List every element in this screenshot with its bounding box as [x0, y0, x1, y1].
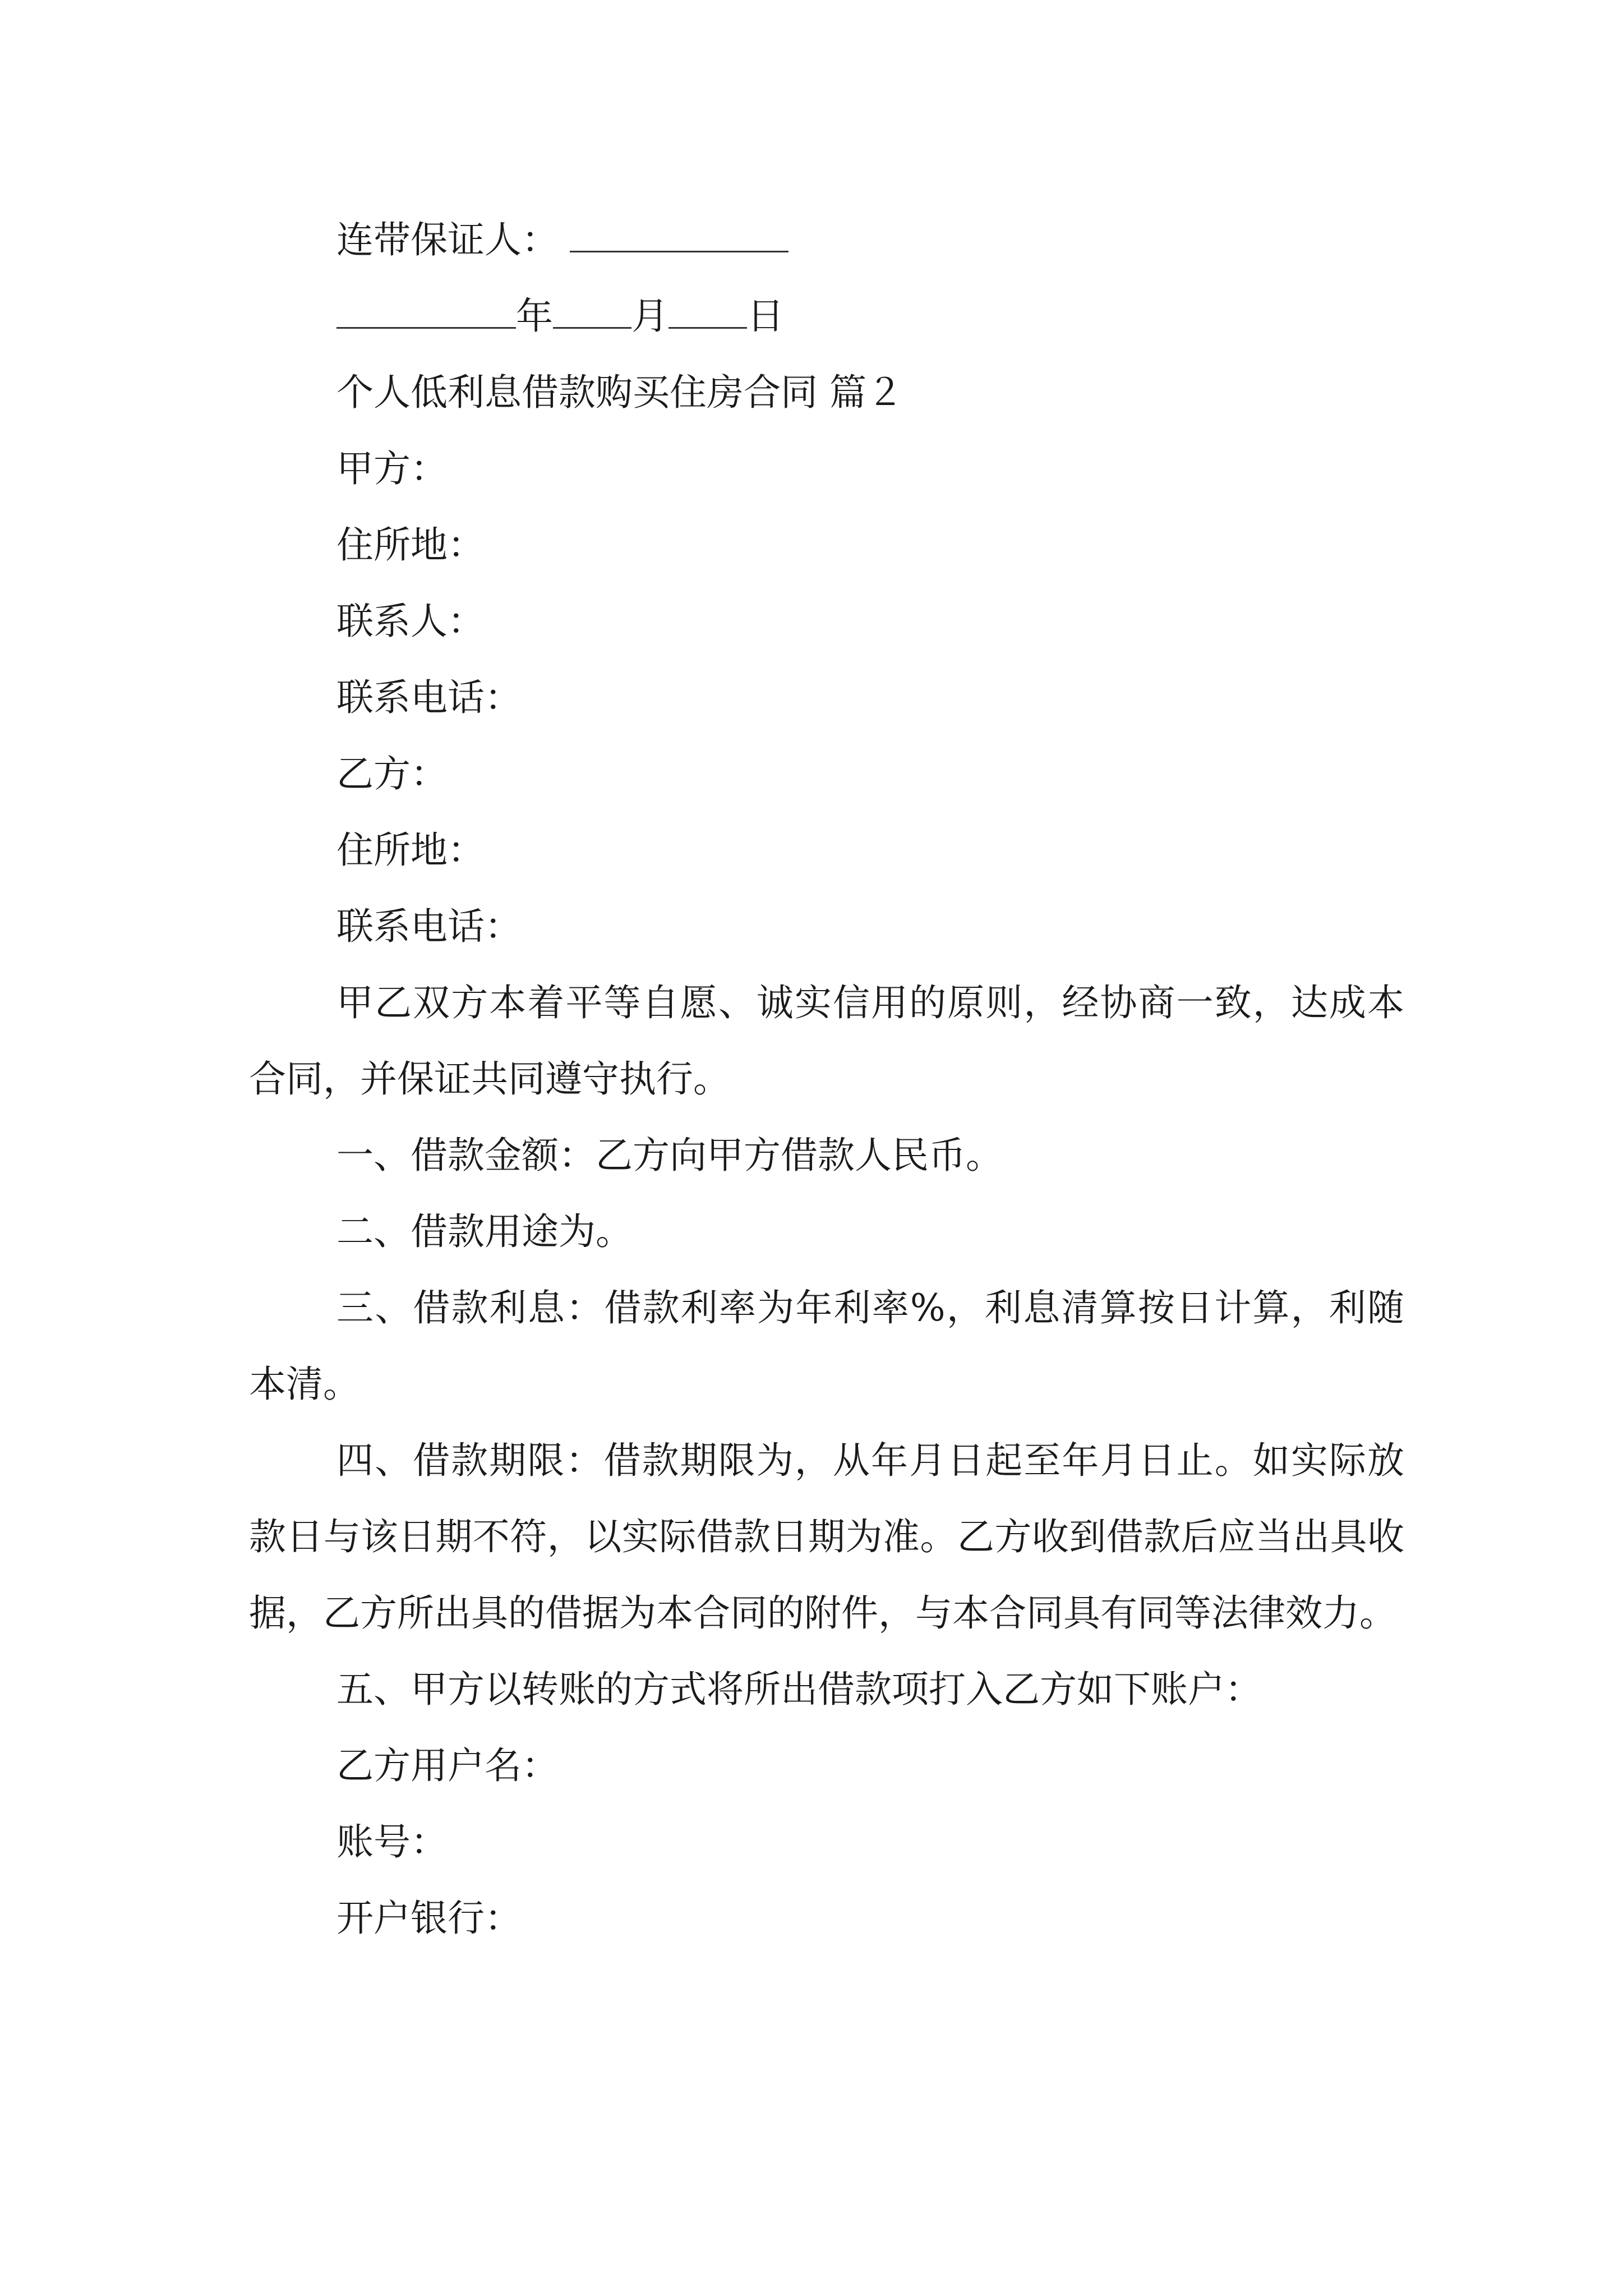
party-b-address: 住所地：	[336, 829, 485, 872]
party-b-phone: 联系电话：	[336, 905, 522, 948]
day-label: 日	[747, 295, 784, 338]
day-blank	[668, 292, 747, 329]
bank-name: 开户银行：	[336, 1897, 522, 1940]
clause-loan-purpose: 二、借款用途为。	[336, 1210, 633, 1253]
clause-loan-interest: 三、借款利息：借款利率为年利率%，利息清算按日计算，利随本清。	[249, 1286, 1404, 1406]
account-number: 账号：	[336, 1820, 448, 1864]
clause-loan-term: 四、借款期限：借款期限为，从年月日起至年月日止。如实际放款日与该日期不符，以实际借款日期为准。乙方收到借款后应当出具收据，乙方所出具的借据为本合同的附件，与本合同具有同等法律效力。	[249, 1439, 1404, 1635]
year-label: 年	[516, 295, 553, 338]
party-a-label: 甲方：	[336, 447, 448, 490]
preamble-paragraph: 甲乙双方本着平等自愿、诚实信用的原则，经协商一致，达成本合同，并保证共同遵守执行。	[249, 981, 1404, 1101]
party-b-label: 乙方：	[336, 752, 448, 795]
clause-transfer-account: 五、甲方以转账的方式将所出借款项打入乙方如下账户：	[336, 1668, 1262, 1711]
month-label: 月	[631, 295, 668, 338]
month-blank	[553, 292, 631, 329]
date-line	[249, 278, 1404, 355]
guarantor-label: 连带保证人：	[336, 218, 559, 261]
contract-body	[249, 202, 1404, 1957]
clause-loan-amount: 一、借款金额：乙方向甲方借款人民币。	[336, 1134, 1003, 1177]
party-a-contact: 联系人：	[336, 600, 485, 643]
account-name: 乙方用户名：	[336, 1744, 559, 1787]
party-a-address: 住所地：	[336, 523, 485, 567]
year-blank	[336, 292, 516, 329]
guarantor-blank	[570, 216, 789, 252]
party-a-phone: 联系电话：	[336, 676, 522, 719]
section-title: 个人低利息借款购买住房合同 篇２	[336, 371, 903, 414]
guarantor-line	[249, 202, 1404, 278]
